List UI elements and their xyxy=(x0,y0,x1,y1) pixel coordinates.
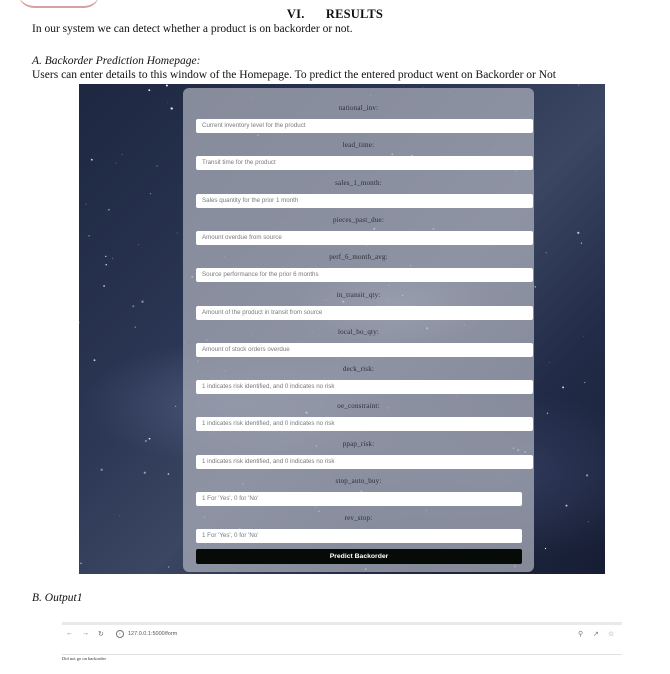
field-label: perf_6_month_avg: xyxy=(329,253,388,262)
info-icon[interactable]: i xyxy=(116,630,124,638)
field-label: deck_risk: xyxy=(342,365,375,374)
field-label: sales_1_month: xyxy=(335,178,382,187)
browser-toolbar xyxy=(62,627,622,643)
field-label: local_bo_qty: xyxy=(337,327,380,336)
star-icon[interactable]: ☆ xyxy=(608,631,615,638)
arrow-left-icon[interactable]: ← xyxy=(66,630,73,637)
subsection-b-heading: B. Output1 xyxy=(32,592,83,604)
address-url: 127.0.0.1:5000/form xyxy=(128,631,178,637)
section-number: VI. xyxy=(286,7,305,21)
browser-output-window xyxy=(62,622,622,656)
field-input[interactable]: Source performance for the prior 6 months xyxy=(196,268,533,282)
field-input[interactable]: Amount overdue from source xyxy=(196,231,533,245)
field-input[interactable]: 1 indicates risk identified, and 0 indicates no risk xyxy=(196,380,533,394)
field-input[interactable]: 1 indicates risk identified, and 0 indicates no risk xyxy=(196,455,533,469)
browser-divider xyxy=(62,654,622,655)
subsection-a-description: Users can enter details to this window of the Homepage. To predict the entered product went on Backorder or Not xyxy=(32,69,556,81)
field-input[interactable]: Amount of the product in transit from source xyxy=(196,306,533,320)
address-bar[interactable] xyxy=(116,629,566,640)
field-label: lead_time: xyxy=(342,141,375,150)
field-input[interactable]: 1 indicates risk identified, and 0 indicates no risk xyxy=(196,417,533,431)
field-input[interactable]: 1 For 'Yes', 0 for 'No' xyxy=(196,529,522,543)
subsection-a-heading: A. Backorder Prediction Homepage: xyxy=(32,55,201,67)
field-input[interactable]: Transit time for the product xyxy=(196,156,533,170)
field-label: ppap_risk: xyxy=(342,439,375,448)
share-icon[interactable]: ↗ xyxy=(593,631,599,638)
field-label: oe_constraint: xyxy=(337,402,380,411)
intro-paragraph: In our system we can detect whether a product is on backorder or not. xyxy=(32,23,353,35)
zoom-icon[interactable]: ⚲ xyxy=(578,631,584,638)
field-input[interactable]: Sales quantity for the prior 1 month xyxy=(196,194,533,208)
field-label: rev_stop: xyxy=(344,514,373,523)
browser-tab-strip xyxy=(62,622,622,625)
section-title: RESULTS xyxy=(325,7,384,21)
prediction-output: Did not go on backorder xyxy=(62,656,106,661)
field-label: in_transit_qty: xyxy=(336,290,381,299)
backorder-form xyxy=(183,88,534,572)
field-input[interactable]: Current inventory level for the product xyxy=(196,119,533,133)
field-input[interactable]: Amount of stock orders overdue xyxy=(196,343,533,357)
field-label: national_inv: xyxy=(338,104,379,112)
field-input[interactable]: 1 For 'Yes', 0 for 'No' xyxy=(196,492,522,506)
homepage-screenshot xyxy=(79,84,605,574)
field-label: stop_auto_buy: xyxy=(335,477,382,485)
predict-backorder-button[interactable]: Predict Backorder xyxy=(196,549,522,564)
section-heading xyxy=(0,7,670,22)
field-label: pieces_past_due: xyxy=(332,215,385,224)
reload-icon[interactable]: ↻ xyxy=(98,631,104,638)
arrow-right-icon[interactable]: → xyxy=(82,630,89,637)
